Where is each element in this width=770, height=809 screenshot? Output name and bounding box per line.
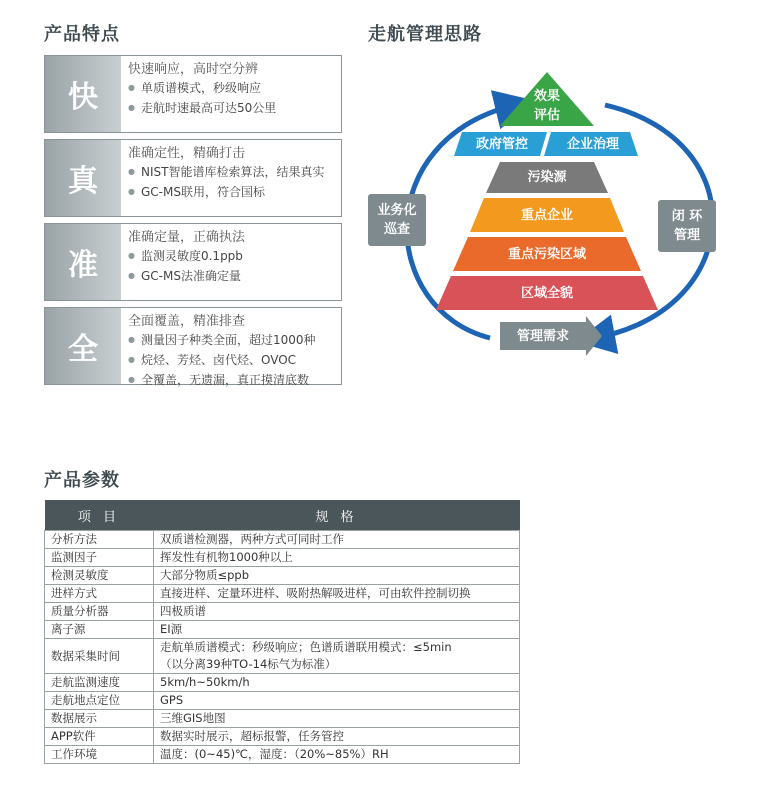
- tier-1-label: 污染源: [527, 170, 567, 185]
- feature-card: [44, 223, 342, 301]
- feature-bullet: ● 走航时速最高可达50公里: [128, 99, 339, 119]
- param-value: [154, 567, 520, 585]
- feature-key: 真: [45, 140, 121, 216]
- feature-key: 快: [45, 56, 121, 132]
- param-name: 监测因子: [45, 549, 154, 567]
- param-value-line: 双质谱检测器，两种方式可同时工作: [160, 532, 344, 546]
- param-value-line: 挥发性有机物1000种以上: [160, 550, 293, 564]
- table-row: [45, 531, 520, 549]
- table-row: [45, 674, 520, 692]
- apex-label: [515, 86, 579, 126]
- feature-bullet: ● GC-MS法准确定量: [128, 267, 339, 287]
- feature-body: [128, 144, 339, 203]
- param-name: 离子源: [45, 621, 154, 639]
- param-name: 分析方法: [45, 531, 154, 549]
- feature-headline: 准确定性，精确打击: [128, 146, 246, 161]
- table-row: [45, 603, 520, 621]
- apex-line-2: 评估: [533, 108, 560, 123]
- right-line-2: 管理: [673, 228, 700, 243]
- feature-card: [44, 55, 342, 133]
- param-value-line: 数据实时展示，超标报警，任务管控: [160, 729, 344, 743]
- header-item: 项 目: [45, 500, 154, 531]
- feature-bullet: ● 单质谱模式，秒级响应: [128, 79, 339, 99]
- table-row: [45, 710, 520, 728]
- param-value-line: 5km/h~50km/h: [160, 675, 250, 689]
- param-value: [154, 603, 520, 621]
- param-name: 走航监测速度: [45, 674, 154, 692]
- param-value: [154, 710, 520, 728]
- tier-3-label: 重点污染区域: [507, 246, 586, 262]
- feature-bullet: ● GC-MS联用，符合国标: [128, 183, 339, 203]
- feature-bullet: ● 烷烃、芳烃、卤代烃、OVOC: [128, 351, 339, 371]
- bottom-label: 管理需求: [516, 328, 569, 344]
- param-name: 工作环境: [45, 746, 154, 764]
- feature-body: [128, 60, 339, 119]
- param-name: 质量分析器: [45, 603, 154, 621]
- table-row: [45, 639, 520, 674]
- params-title: 产品参数: [44, 470, 120, 491]
- param-value-line: 直接进样、定量环进样、吸附热解吸进样，可由软件控制切换: [160, 586, 471, 600]
- feature-key: 全: [45, 308, 121, 384]
- param-value: [154, 621, 520, 639]
- param-name: APP软件: [45, 728, 154, 746]
- feature-card: [44, 307, 342, 385]
- table-row: [45, 585, 520, 603]
- tier-2-label: 重点企业: [520, 207, 573, 223]
- feature-headline: 准确定量，正确执法: [128, 230, 246, 245]
- param-name: 数据展示: [45, 710, 154, 728]
- param-value: [154, 585, 520, 603]
- ent-label: 企业治理: [566, 136, 619, 152]
- feature-headline: 全面覆盖，精准排查: [128, 314, 246, 329]
- feature-bullet: ● 监测灵敏度0.1ppb: [128, 247, 339, 267]
- table-row: [45, 549, 520, 567]
- param-value: [154, 692, 520, 710]
- param-value: [154, 531, 520, 549]
- feature-body: [128, 228, 339, 287]
- apex-line-1: 效果: [533, 89, 560, 104]
- param-value-line: 温度：(0~45)℃，湿度：（20%~85%）RH: [160, 747, 389, 761]
- left-side-box: [368, 194, 426, 246]
- param-value-line: GPS: [160, 693, 184, 707]
- param-value-line: 走航单质谱模式：秒级响应；色谱质谱联用模式：≤5min: [160, 640, 452, 654]
- param-value-line: （以分离39种TO-14标气为标准）: [160, 657, 337, 671]
- tier-4-label: 区域全貌: [520, 285, 573, 301]
- table-row: [45, 567, 520, 585]
- header-spec: 规 格: [154, 500, 520, 531]
- param-value: [154, 674, 520, 692]
- param-value-line: 大部分物质≤ppb: [160, 568, 250, 582]
- table-row: [45, 746, 520, 764]
- feature-body: [128, 312, 339, 391]
- param-value-line: EI源: [160, 622, 183, 636]
- param-value: [154, 746, 520, 764]
- feature-bullet: ● NIST智能谱库检索算法，结果真实: [128, 163, 339, 183]
- param-name: 走航地点定位: [45, 692, 154, 710]
- table-row: [45, 692, 520, 710]
- feature-bullet: ● 全覆盖，无遗漏，真正摸清底数: [128, 371, 339, 391]
- spec-header-row: [45, 500, 520, 531]
- feature-headline: 快速响应，高时空分辨: [128, 62, 259, 77]
- param-name: 进样方式: [45, 585, 154, 603]
- param-value: [154, 639, 520, 674]
- left-line-2: 巡查: [383, 222, 410, 237]
- right-side-box: [658, 200, 716, 252]
- table-row: [45, 728, 520, 746]
- feature-card: [44, 139, 342, 217]
- right-line-1: 闭 环: [671, 209, 703, 224]
- param-name: 数据采集时间: [45, 639, 154, 674]
- diagram-title: 走航管理思路: [368, 24, 482, 45]
- management-diagram: [360, 60, 760, 360]
- param-value: [154, 549, 520, 567]
- param-name: 检测灵敏度: [45, 567, 154, 585]
- param-value-line: 四极质谱: [160, 604, 206, 618]
- param-value-line: 三维GIS地图: [160, 711, 226, 725]
- gov-label: 政府管控: [475, 136, 528, 152]
- param-value: [154, 728, 520, 746]
- feature-bullet: ● 测量因子种类全面，超过1000种: [128, 331, 339, 351]
- features-title: 产品特点: [44, 24, 120, 45]
- left-line-1: 业务化: [377, 203, 417, 218]
- feature-key: 准: [45, 224, 121, 300]
- table-row: [45, 621, 520, 639]
- spec-table: [44, 500, 520, 764]
